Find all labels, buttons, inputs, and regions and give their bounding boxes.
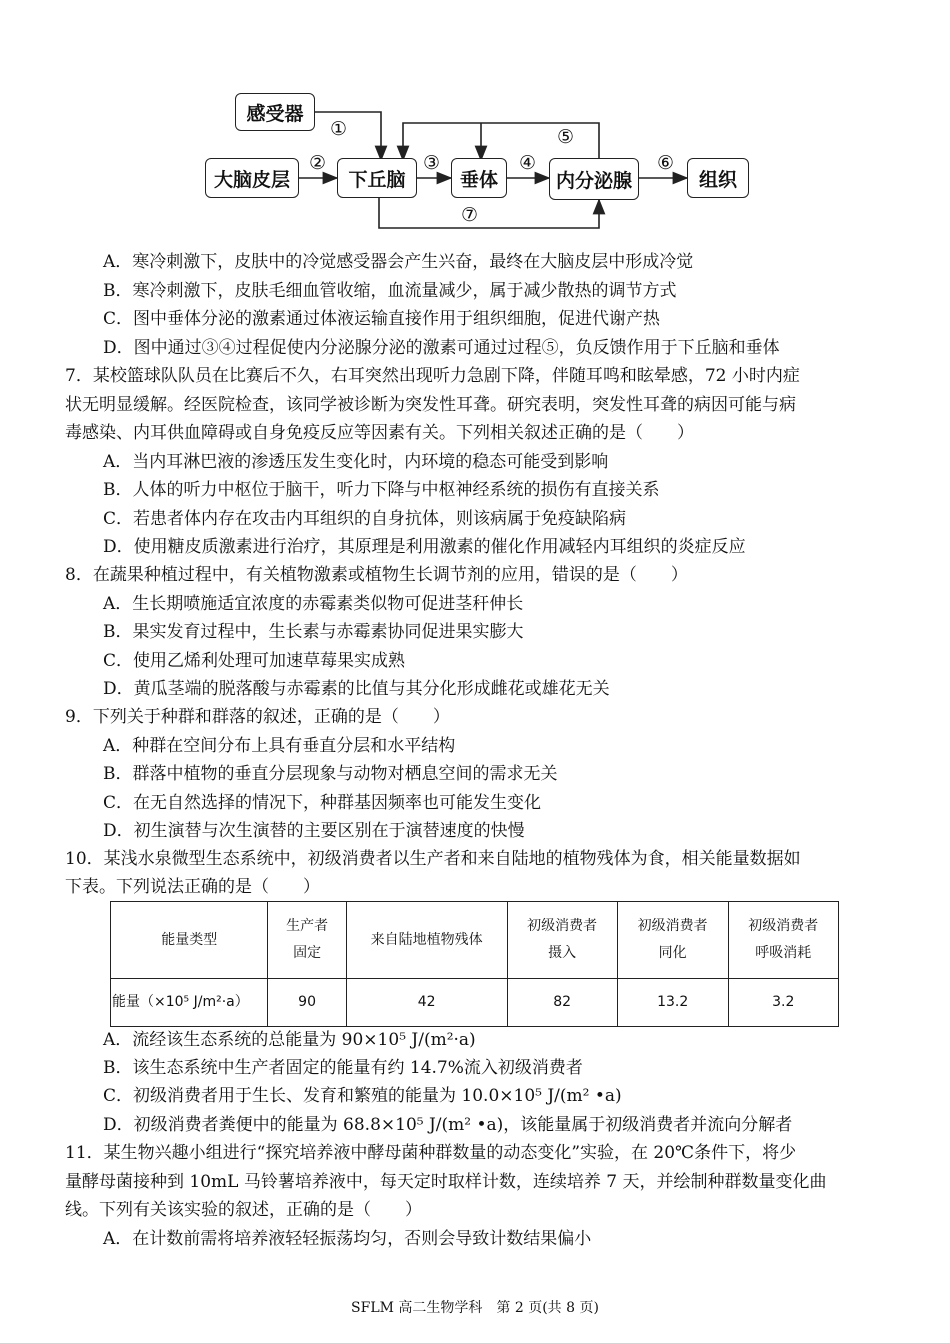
table-header-row	[111, 902, 839, 979]
node-tissue: 组织	[687, 158, 749, 198]
q9-option-b: B．群落中植物的垂直分层现象与动物对栖息空间的需求无关	[103, 764, 558, 784]
table-cell: 90	[268, 979, 346, 1027]
label-5: ⑤	[557, 126, 575, 148]
q7-option-a: A．当内耳淋巴液的渗透压发生变化时，内环境的稳态可能受到影响	[103, 452, 609, 472]
q10-option-d: D．初级消费者粪便中的能量为 68.8×10⁵ J/(m² •a)，该能量属于初级消费者并流向分解者	[103, 1115, 793, 1135]
table-header-consumer-respiration: 初级消费者 呼吸消耗	[728, 902, 838, 979]
q11-stem-line-2: 量酵母菌接种到 10mL 马铃薯培养液中，每天定时取样计数，连续培养 7 天，并绘制种群数量变化曲	[65, 1172, 827, 1192]
energy-table	[110, 901, 839, 1027]
q6-option-c: C．图中垂体分泌的激素通过体液运输直接作用于组织细胞，促进代谢产热	[103, 309, 661, 329]
q10-stem-line-2: 下表。下列说法正确的是（ ）	[65, 877, 320, 897]
q10-option-b: B．该生态系统中生产者固定的能量有约 14.7%流入初级消费者	[103, 1058, 583, 1078]
q9-option-d: D．初生演替与次生演替的主要区别在于演替速度的快慢	[103, 821, 525, 841]
q7-option-d: D．使用糖皮质激素进行治疗，其原理是利用激素的催化作用减轻内耳组织的炎症反应	[103, 537, 746, 557]
label-4: ④	[519, 152, 537, 174]
label-2: ②	[309, 152, 327, 174]
q9-option-c: C．在无自然选择的情况下，种群基因频率也可能发生变化	[103, 793, 542, 813]
label-7: ⑦	[461, 204, 479, 226]
label-6: ⑥	[657, 152, 675, 174]
q7-option-b: B．人体的听力中枢位于脑干，听力下降与中枢神经系统的损伤有直接关系	[103, 480, 660, 500]
q10-option-a: A．流经该生态系统的总能量为 90×10⁵ J/(m²·a)	[103, 1030, 476, 1050]
q7-stem-line-3: 毒感染、内耳供血障碍或自身免疫反应等因素有关。下列相关叙述正确的是（ ）	[65, 423, 694, 443]
q8-option-d: D．黄瓜茎端的脱落酸与赤霉素的比值与其分化形成雌花或雄花无关	[103, 679, 610, 699]
label-1: ①	[330, 118, 348, 140]
q8-option-c: C．使用乙烯利处理可加速草莓果实成熟	[103, 651, 406, 671]
q8-stem: 8．在蔬果种植过程中，有关植物激素或植物生长调节剂的应用，错误的是（ ）	[65, 565, 688, 585]
q7-option-c: C．若患者体内存在攻击内耳组织的自身抗体，则该病属于免疫缺陷病	[103, 509, 627, 529]
node-hypothalamus: 下丘脑	[337, 158, 417, 198]
table-header-producer-fixed: 生产者 固定	[268, 902, 346, 979]
q10-option-c: C．初级消费者用于生长、发育和繁殖的能量为 10.0×10⁵ J/(m² •a)	[103, 1086, 622, 1106]
table-header-consumer-intake: 初级消费者 摄入	[507, 902, 617, 979]
node-pituitary: 垂体	[451, 158, 507, 198]
q8-option-b: B．果实发育过程中，生长素与赤霉素协同促进果实膨大	[103, 622, 524, 642]
node-endocrine-gland: 内分泌腺	[549, 158, 639, 200]
table-header-energy-type: 能量类型	[111, 902, 268, 979]
q11-stem-line-3: 线。下列有关该实验的叙述，正确的是（ ）	[65, 1200, 422, 1220]
node-receptor: 感受器	[235, 93, 315, 131]
q6-option-a: A．寒冷刺激下，皮肤中的冷觉感受器会产生兴奋，最终在大脑皮层中形成冷觉	[103, 252, 694, 272]
q7-stem-line-2: 状无明显缓解。经医院检查，该同学被诊断为突发性耳聋。研究表明，突发性耳聋的病因可能与病	[65, 395, 796, 415]
table-header-land-residue: 来自陆地植物残体	[346, 902, 507, 979]
q6-option-d: D．图中通过③④过程促使内分泌腺分泌的激素可通过过程⑤，负反馈作用于下丘脑和垂体	[103, 338, 780, 358]
table-row-label: 能量（×10⁵ J/m²·a）	[111, 979, 268, 1027]
table-cell: 42	[346, 979, 507, 1027]
q10-stem-line-1: 10．某浅水泉微型生态系统中，初级消费者以生产者和来自陆地的植物残体为食，相关能量数据如	[65, 849, 801, 869]
label-3: ③	[423, 152, 441, 174]
q11-option-a: A．在计数前需将培养液轻轻振荡均匀，否则会导致计数结果偏小	[103, 1229, 592, 1249]
q8-option-a: A．生长期喷施适宜浓度的赤霉素类似物可促进茎秆伸长	[103, 594, 524, 614]
page-footer: SFLM 高二生物学科 第 2 页(共 8 页)	[351, 1300, 599, 1316]
hormone-regulation-diagram	[195, 88, 765, 238]
table-cell: 3.2	[728, 979, 838, 1027]
table-cell: 82	[507, 979, 617, 1027]
q9-stem: 9．下列关于种群和群落的叙述，正确的是（ ）	[65, 707, 450, 727]
q6-option-b: B．寒冷刺激下，皮肤毛细血管收缩，血流量减少，属于减少散热的调节方式	[103, 281, 677, 301]
node-cerebral-cortex: 大脑皮层	[205, 158, 299, 198]
q11-stem-line-1: 11．某生物兴趣小组进行“探究培养液中酵母菌种群数量的动态变化”实验，在 20℃条件下，将少	[65, 1143, 797, 1163]
table-header-consumer-assimilation: 初级消费者 同化	[617, 902, 728, 979]
table-cell: 13.2	[617, 979, 728, 1027]
table-row	[111, 979, 839, 1027]
q9-option-a: A．种群在空间分布上具有垂直分层和水平结构	[103, 736, 456, 756]
q7-stem-line-1: 7．某校篮球队队员在比赛后不久，右耳突然出现听力急剧下降，伴随耳鸣和眩晕感，72 小时内症	[65, 366, 800, 386]
